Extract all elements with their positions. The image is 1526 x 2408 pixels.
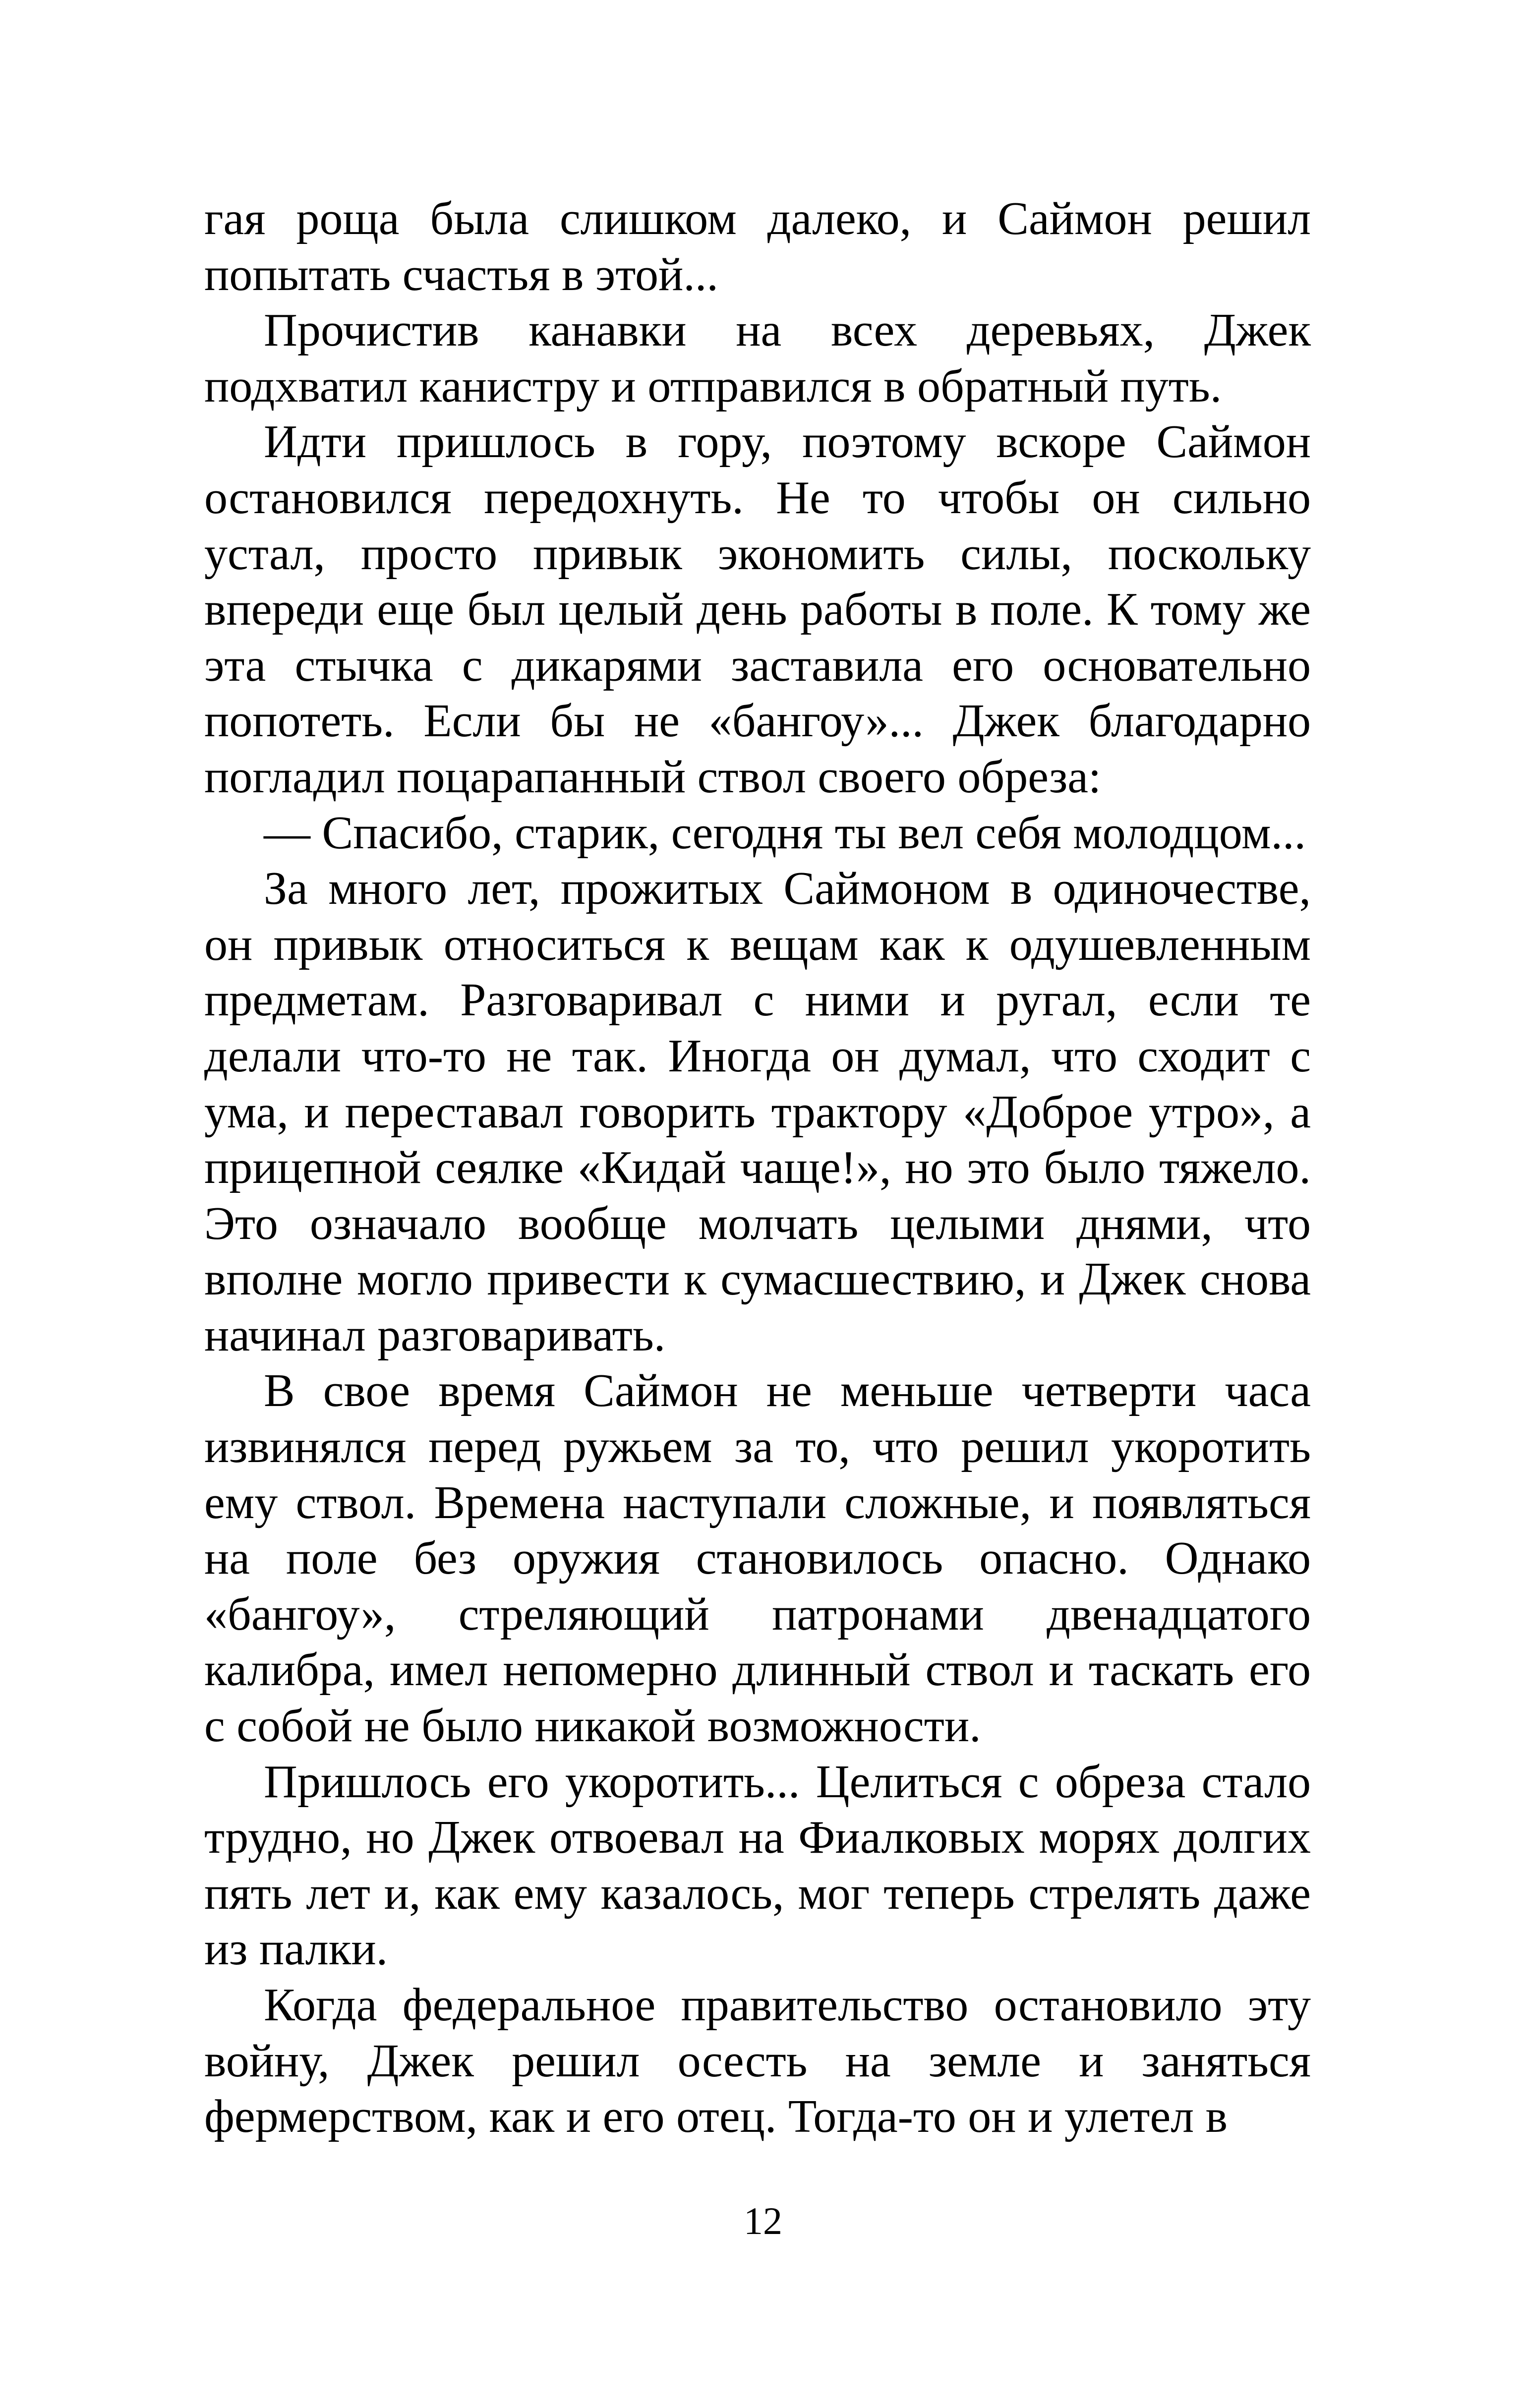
paragraph: В свое время Саймон не меньше четверти часа извинялся перед ружьем за то, что решил укоротить ему ствол. Времена наступали сложные, и появляться на поле без оружия становилось опасно. Однако «бангоу», стреляющий патронами двенадцатого калибра, имел непомерно длинный ствол и таскать его с собой не было никакой возможности.: [204, 1365, 1311, 1752]
paragraph: Пришлось его укоротить... Целиться с обреза стало трудно, но Джек отвоевал на Фиалковых морях долгих пять лет и, как ему казалось, мог теперь стрелять даже из палки.: [204, 1756, 1311, 1975]
paragraph: Прочистив канавки на всех деревьях, Джек подхватил канистру и отправился в обратный путь.: [204, 304, 1311, 412]
paragraph: Когда федеральное правительство остановило эту войну, Джек решил осесть на земле и заняться фермерством, как и его отец. Тогда-то он и улетел в: [204, 1979, 1311, 2143]
paragraph: За много лет, прожитых Саймоном в одиночестве, он привык относиться к вещам как к одушевленным предметам. Разговаривал с ними и ругал, если те делали что-то не так. Иногда он думал, что сходит с ума, и переставал говорить трактору «Доброе утро», а прицепной сеялке «Кидай чаще!», но это было тяжело. Это означало вообще молчать целыми днями, что вполне могло привести к сумасшествию, и Джек снова начинал разговаривать.: [204, 863, 1311, 1361]
paragraph: гая роща была слишком далеко, и Саймон решил попытать счастья в этой...: [204, 193, 1311, 300]
body-text: [204, 191, 1311, 2145]
paragraph: — Спасибо, старик, сегодня ты вел себя молодцом...: [264, 807, 1306, 859]
page-number: 12: [744, 2199, 782, 2242]
paragraph: Идти пришлось в гору, поэтому вскоре Саймон остановился передохнуть. Не то чтобы он сильно устал, просто привык экономить силы, поскольку впереди еще был целый день работы в поле. К тому же эта стычка с дикарями заставила его основательно попотеть. Если бы не «бангоу»... Джек благодарно погладил поцарапанный ствол своего обреза:: [204, 416, 1311, 803]
